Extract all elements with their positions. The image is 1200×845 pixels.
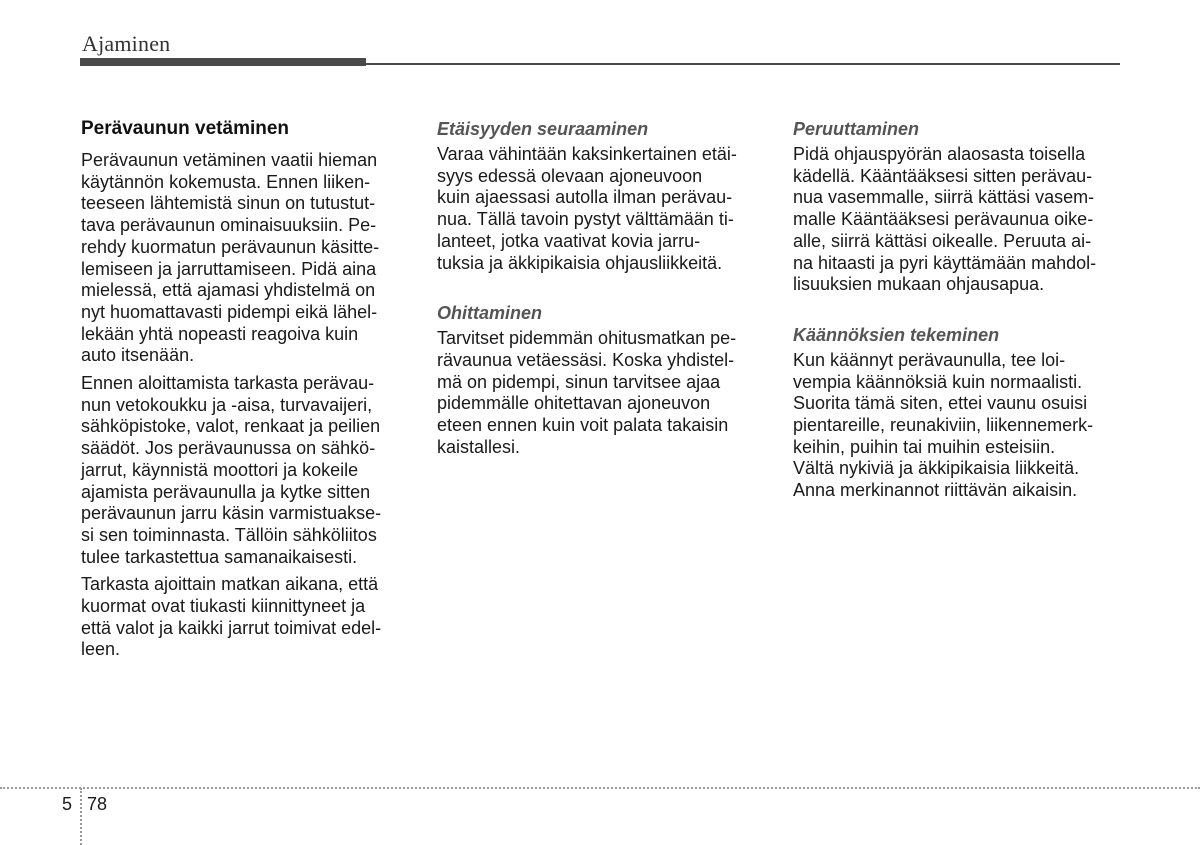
subheading-reversing: Peruuttaminen [793, 119, 920, 139]
footer-dotted-rule [0, 787, 1200, 789]
header-bar [80, 58, 366, 66]
subheading-overtaking: Ohittaminen [437, 303, 543, 324]
paragraph-distance: Varaa vähintään kaksinkertainen etäi- syys edessä olevaan ajoneuvoon kuin ajaessasi autolla ilman perävau- nua. Tällä tavoin pystyt välttämään ti- lanteet, jotka vaativat kovia jarru- tuksia ja äkkipikaisia ohjausliikkeitä. [437, 144, 737, 273]
paragraph-overtaking: Tarvitset pidemmän ohitusmatkan pe- rävaunua vetäessäsi. Koska yhdistel- mä on pidempi, sinun tarvitsee ajaa pidemmälle ohitettavan ajoneuvon eteen ennen kuin voit palata takaisin kaistallesi. [437, 328, 737, 457]
paragraph-check-during-trip: Tarkasta ajoittain matkan aikana, että kuormat ovat tiukasti kiinnittyneet ja että valot ja kaikki jarrut toimivat edel- leen. [81, 574, 382, 660]
paragraph-inspection: Ennen aloittamista tarkasta perävau- nun vetokoukku ja -aisa, turvavaijeri, sähköpistoke, valot, renkaat ja peilien säädöt. Jos perävaunussa on sähkö- jarrut, käynnistä moottori ja kokeile ajamista perävaunulla ja kytke sitten perävaunun jarru käsin varmistuakse- si sen toiminnasta. Tällöin sähköliitos tulee tarkastettua samanaikaisesti. [81, 373, 382, 567]
paragraph-reversing: Pidä ohjauspyörän alaosasta toisella kädellä. Kääntääksesi sitten perävau- nua vasemmalle, siirrä kättäsi vasem- malle Kääntääksesi perävaunua oike- alle, siirrä kättäsi oikealle. Peruuta ai- na hitaasti ja pyri käyttämään mahdol- lisuuksien mukaan ohjausapua. [793, 144, 1097, 295]
subheading-distance: Etäisyyden seuraaminen [437, 119, 649, 139]
page-number: 78 [87, 794, 108, 814]
footer-dotted-divider [80, 788, 82, 845]
paragraph-intro: Perävaunun vetäminen vaatii hieman käytännön kokemusta. Ennen liiken- teeseen lähtemistä sinun on tutustut- tava perävaunun ominaisuuksiin. Pe- rehdy kuormatun perävaunun käsitte- lemiseen ja jarruttamiseen. Pidä aina mielessä, että ajamasi yhdistelmä on nyt huomattavasti pidempi eikä lähel- lekään yhtä nopeasti reagoiva kuin auto itsenään. [81, 150, 380, 366]
paragraph-turning: Kun käännyt perävaunulla, tee loi- vempia käännöksiä kuin normaalisti. Suorita tämä siten, ettei vaunu osuisi pientareille, reunakiviin, liikennemerk- keihin, puihin tai muihin esteisiin. Vältä nykiviä ja äkkipikaisia liikkeitä. Anna merkinannot riittävän aikaisin. [793, 349, 1094, 501]
column-3 [793, 118, 1121, 508]
section-gap [793, 302, 1121, 324]
column-1 [81, 117, 409, 667]
chapter-number: 5 [62, 794, 73, 814]
header-rule [366, 63, 1120, 65]
subheading-turning: Käännöksien tekeminen [793, 324, 1000, 345]
section-gap [437, 280, 765, 302]
main-heading: Perävaunun vetäminen [81, 118, 290, 139]
column-2 [437, 118, 765, 464]
section-title: Ajaminen [82, 31, 171, 56]
